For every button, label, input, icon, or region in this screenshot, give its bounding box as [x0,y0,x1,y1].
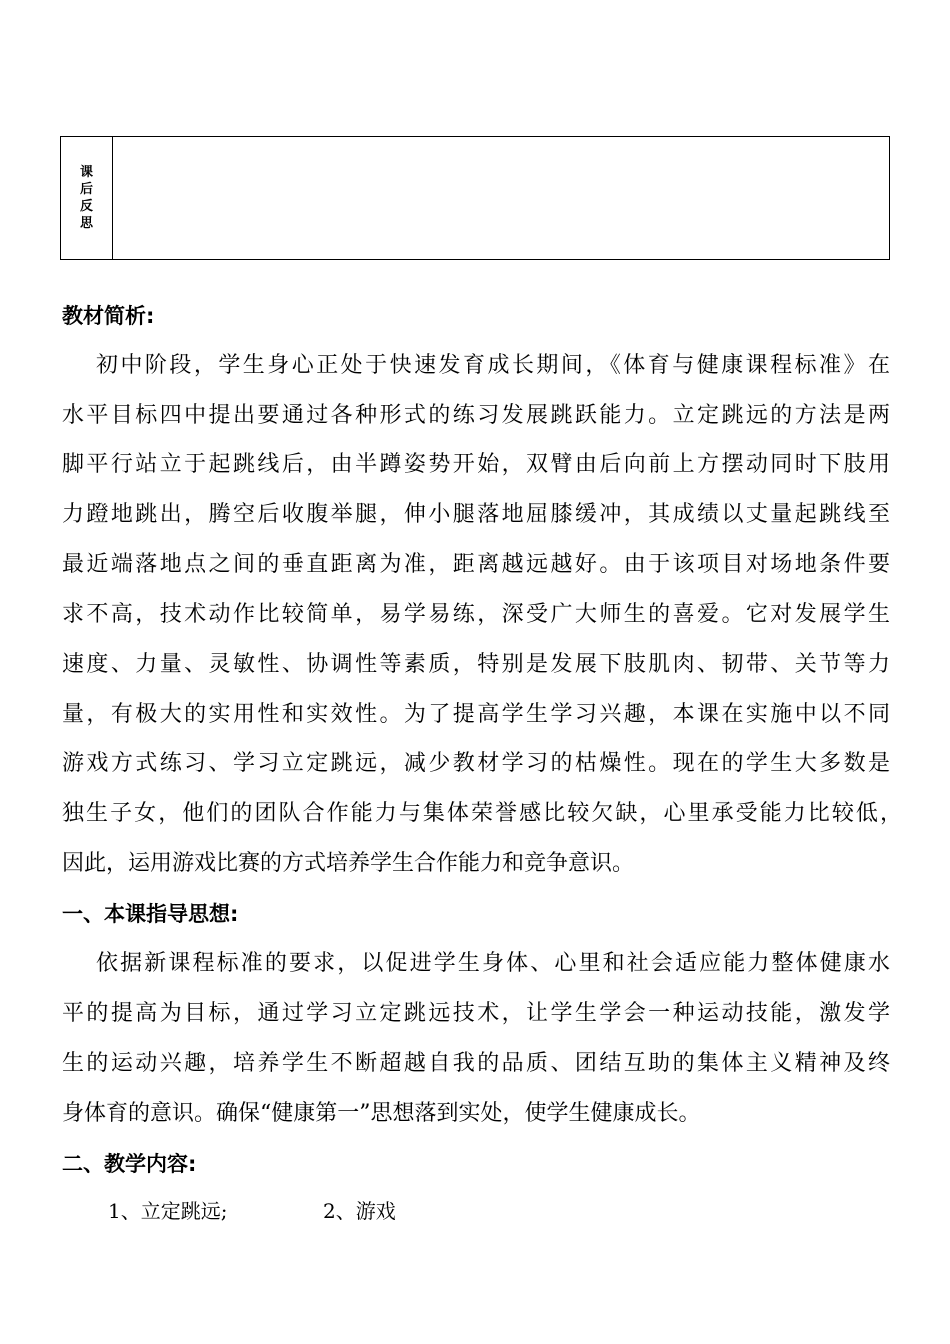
paragraph-line: 力蹬地跳出，腾空后收腹举腿，伸小腿落地屈膝缓冲，其成绩以丈量起跳线至 [62,502,890,527]
paragraph-line: 生的运动兴趣，培养学生不断超越自我的品质、团结互助的集体主义精神及终 [62,1051,890,1076]
paragraph-line: 脚平行站立于起跳线后，由半蹲姿势开始，双臂由后向前上方摆动同时下肢用 [62,452,890,477]
paragraph-line: 依据新课程标准的要求，以促进学生身体、心里和社会适应能力整体健康水 [96,951,890,976]
paragraph-line: 平的提高为目标，通过学习立定跳远技术，让学生学会一种运动技能，激发学 [62,1001,890,1026]
paragraph-line: 水平目标四中提出要通过各种形式的练习发展跳跃能力。立定跳远的方法是两 [62,403,890,428]
paragraph-line: 求不高，技术动作比较简单，易学易练，深受广大师生的喜爱。它对发展学生 [62,602,890,627]
paragraph-line: 最近端落地点之间的垂直距离为准，距离越远越好。由于该项目对场地条件要 [62,552,890,577]
content-item: 2、游戏 [323,1199,396,1223]
reflection-label-char: 反 [79,199,93,214]
paragraph-line: 初中阶段，学生身心正处于快速发育成长期间，《体育与健康课程标准》在 [96,353,890,378]
content-item: 1、立定跳远; [108,1199,228,1223]
reflection-label-char: 课 [79,165,93,180]
reflection-label [61,137,113,259]
textbook-analysis-heading: 教材简析: [62,304,155,328]
after-class-reflection-table [60,136,890,260]
paragraph-line: 游戏方式练习、学习立定跳远，减少教材学习的枯燥性。现在的学生大多数是 [62,751,890,776]
paragraph-line: 量，有极大的实用性和实效性。为了提高学生学习兴趣，本课在实施中以不同 [62,702,890,727]
teaching-content-heading: 二、教学内容: [62,1152,197,1176]
reflection-label-char: 思 [79,216,93,231]
guiding-thought-heading: 一、本课指导思想: [62,902,239,926]
paragraph-line: 身体育的意识。确保“健康第一”思想落到实处，使学生健康成长。 [62,1101,701,1126]
reflection-label-char: 后 [79,182,93,197]
paragraph-line: 独生子女，他们的团队合作能力与集体荣誉感比较欠缺，心里承受能力比较低， [62,801,902,826]
reflection-content [113,137,889,259]
paragraph-line: 速度、力量、灵敏性、协调性等素质，特别是发展下肢肌肉、韧带、关节等力 [62,652,890,677]
paragraph-line: 因此，运用游戏比赛的方式培养学生合作能力和竞争意识。 [62,851,635,876]
